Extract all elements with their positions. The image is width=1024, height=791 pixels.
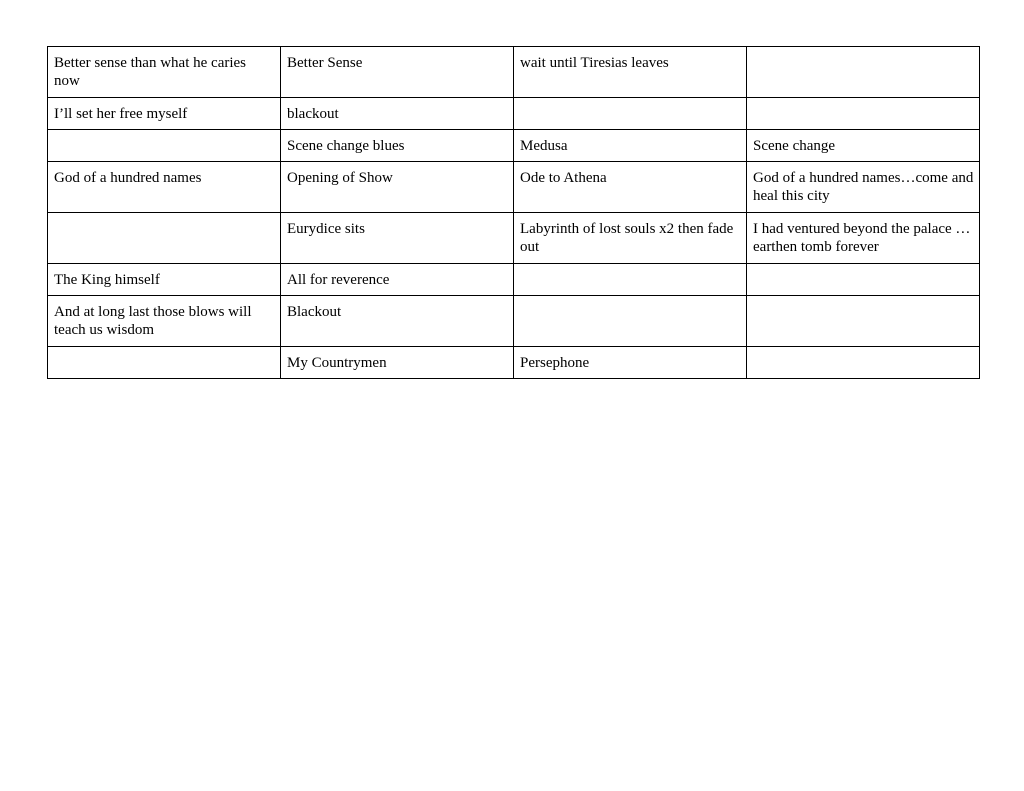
- table-cell: [747, 264, 980, 296]
- table-cell: The King himself: [48, 264, 281, 296]
- table-row: [48, 130, 980, 162]
- table-cell: Better Sense: [281, 47, 514, 98]
- table-cell: Scene change blues: [281, 130, 514, 162]
- table-cell: God of a hundred names: [48, 162, 281, 213]
- table-cell: [747, 47, 980, 98]
- table-cell: And at long last those blows will teach us wisdom: [48, 296, 281, 347]
- table-row: [48, 296, 980, 347]
- table-cell: Opening of Show: [281, 162, 514, 213]
- table-cell: Better sense than what he caries now: [48, 47, 281, 98]
- table-cell: blackout: [281, 98, 514, 130]
- table-cell: [514, 264, 747, 296]
- table-cell: Persephone: [514, 347, 747, 379]
- table-row: [48, 47, 980, 98]
- table-row: [48, 264, 980, 296]
- table-cell: [747, 347, 980, 379]
- table-cell: My Countrymen: [281, 347, 514, 379]
- table-cell: God of a hundred names…come and heal this city: [747, 162, 980, 213]
- cue-table: [47, 46, 980, 379]
- table-cell: Scene change: [747, 130, 980, 162]
- table-cell: [747, 98, 980, 130]
- table-cell: [48, 347, 281, 379]
- table-cell: Ode to Athena: [514, 162, 747, 213]
- table-cell: [747, 296, 980, 347]
- table-cell: Eurydice sits: [281, 213, 514, 264]
- table-cell: I had ventured beyond the palace … earthen tomb forever: [747, 213, 980, 264]
- table-cell: I’ll set her free myself: [48, 98, 281, 130]
- table-cell: [514, 98, 747, 130]
- table-row: [48, 98, 980, 130]
- table-cell: Medusa: [514, 130, 747, 162]
- table-row: [48, 162, 980, 213]
- table-cell: Blackout: [281, 296, 514, 347]
- table-cell: Labyrinth of lost souls x2 then fade out: [514, 213, 747, 264]
- table-cell: All for reverence: [281, 264, 514, 296]
- table-cell: [514, 296, 747, 347]
- table-cell: [48, 213, 281, 264]
- table-cell: wait until Tiresias leaves: [514, 47, 747, 98]
- table-row: [48, 213, 980, 264]
- table-cell: [48, 130, 281, 162]
- table-row: [48, 347, 980, 379]
